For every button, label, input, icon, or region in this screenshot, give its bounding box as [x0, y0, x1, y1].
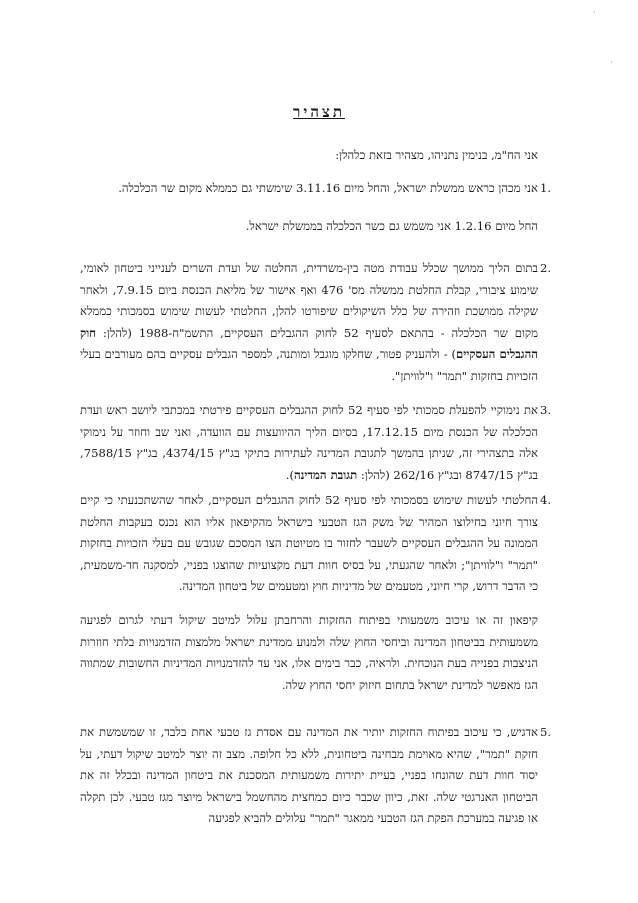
scan-speck: · [610, 58, 613, 68]
section-5-paragraph: אדגיש, כי עיכוב בפיתוח החזקות יותיר את המדינה עם אסדת גז טבעי אחת בלבד, זו שמשמשת את חזקת "תמר", שהיא מאוימת מבחינה ביטחונית, ללא כל חלופה. מצב זה יוצר למיטב שיקול דעתי, על יסוד חוות דעת שהונחו בפניי, בעיית יתירות משמעותית המסכנת את ביטחון המדינה ובכלל זה את הביטחון האנרגטי שלה. זאת, כיוון שכבר כיום כמחצית מהחשמל בישראל מיוצר מגז טבעי. לכן תקלה או פגיעה במערכת הפקת הגז הטבעי ממאגר "תמר" עלולים להביא לפגיעה [80, 725, 538, 826]
section-3 [80, 400, 538, 486]
section-number: 4. [540, 493, 552, 507]
section-3-text: את נימוקיי להפעלת סמכותי לפי סעיף 52 לחוק ההגבלים העסקיים פירטתי במכתבי ליושב ראש ועדת הכלכלה של הכנסת מיום 17.12.15, בסיום הליך ההיוועצות עם הוועדה, ואני שב וחוזר על נימוקי אלה בתצהירי זה, שניתן בהמשך לתגובת המדינה לעתירות בתיקי בג"ץ 4374/15, בג"ץ 7588/15, בג"ץ 8747/15 ובג"ץ 262/16 (להלן: [80, 403, 539, 482]
section-1-paragraph: אני מכהן כראש ממשלת ישראל, והחל מיום 3.11.16 שימשתי גם כממלא מקום שר הכלכלה. [118, 181, 538, 195]
section-4-paragraph: קיפאון זה או עיכוב משמעותי בפיתוח החזקות והרחבתן עלול למיטב שיקול דעתי לגרום לפגיעה משמעותית בביטחון המדינה וביחסי החוץ שלה ולמנוע ממדינת ישראל מלמצות הזדמנויות בלתי חוזרות הניצבות בפנייה בעת הנוכחית. ולראיה, כבר בימים אלו, אני עד להזדמנויות המדיניות החשובות שמתווה הגז מאפשר למדינת ישראל בתחום חיזוק יחסי החוץ שלה. [80, 612, 538, 692]
scan-speck: · [593, 8, 596, 18]
section-3-text: ). [285, 467, 294, 482]
section-4 [80, 490, 538, 696]
defined-term: תגובת המדינה [293, 467, 358, 482]
intro-line: אני הח"מ, בנימין נתניהו, מצהיר בזאת כלהלן: [335, 148, 538, 162]
section-1-paragraph: החל מיום 1.2.16 אני משמש גם כשר הכלכלה בממשלת ישראל. [245, 218, 538, 233]
defined-term: חוק ההגבלים העסקיים [80, 325, 538, 362]
section-5 [80, 722, 538, 830]
section-4-paragraph: החלטתי לעשות שימוש בסמכותי לפי סעיף 52 לחוק ההגבלים העסקיים, לאחר שהשתכנעתי כי קיים צורך חיוני בחילוצו המהיר של משק הגז הטבעי בישראל מהקיפאון אליו הוא נכנס בעקבות החלטת הממונה על ההגבלים העסקיים לשעבר לחזור בו מטיוטת הצו המסכם שגובש עם בעלי הזכויות בחזקות "תמר" ו"לוויתן"; ולאחר שהגעתי, על בסיס חוות דעת מקצועיות שהוצגו בפניי, למסקנה חד-משמעית, כי הדבר דרוש, קרי חיוני, מטעמים של מדיניות חוץ ומטעמים של ביטחון המדינה. [80, 493, 538, 594]
section-number: 5. [540, 725, 552, 739]
section-1 [80, 178, 538, 237]
section-number: 2. [540, 261, 552, 275]
section-2-text: ) - ולהעניק פטור, שחלקו מוגבל ומותנה, למספר הגבלים עסקיים בהם מעורבים בעלי הזכויות בחזקות "תמר" ו"לוויתן". [80, 347, 538, 383]
section-2 [80, 258, 538, 388]
section-number: 3. [540, 403, 552, 417]
document-title: תצהיר [293, 103, 345, 121]
section-2-text: בתום הליך ממושך שכלל עבודת מטה בין-משרדית, החלטה של ועדת השרים לענייני ביטחון לאומי, שימוע ציבורי, קבלת החלטת ממשלה מס' 476 ואף אישור של מליאת הכנסת ביום 7.9.15, ולאחר שקילה ממושכת וזהירה של כלל השיקולים שיפורטו להלן, החלטתי לעשות שימוש בסמכותי כממלא מקום שר הכלכלה - בהתאם לסעיף 52 לחוק ההגבלים העסקיים, התשמ"ח-1988 (להלן: [80, 261, 538, 340]
section-number: 1. [540, 181, 552, 195]
